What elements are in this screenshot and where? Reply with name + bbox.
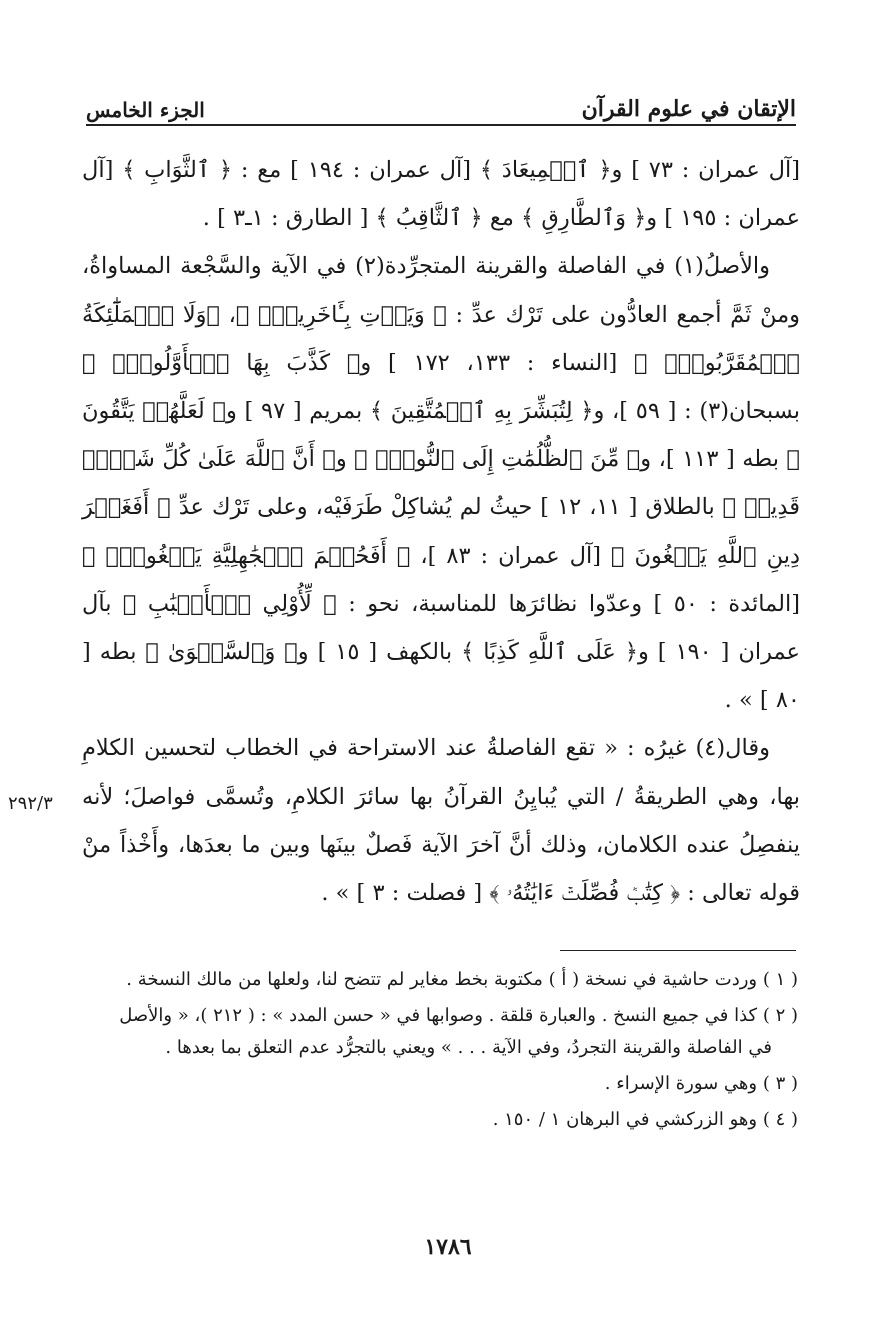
footnote-rule: [560, 950, 796, 951]
footnote-text: ( ٢ ) كذا في جميع النسخ . والعبارة قلقة . وصوابها في « حسن المدد » : ( ٢١٢ )، « والأصل: [119, 1005, 798, 1026]
running-header: [86, 82, 796, 122]
main-text: [82, 146, 800, 917]
margin-page-reference: ٢٩٢/٣: [8, 793, 53, 814]
footnote-1: [86, 964, 798, 996]
volume-label: الجزء الخامس: [86, 98, 205, 122]
paragraph-2: والأصلُ(١) في الفاصلة والقرينة المتجرِّدة(٢) في الآية والسَّجْعة المساواةُ، ومنْ ثَمَّ أجمع العادُّون على تَرْك عدِّ : ﴿ وَيَأۡتِ بِـَٔاخَرِينَۚ ﴾، ﴿وَلَا ٱلۡمَلَٰٓئِكَةُ ٱلۡمُقَرَّبُونَۚ ﴾ [النساء : ١٣٣، ١٧٢ ] و﴿ كَذَّبَ بِهَا ٱلۡأَوَّلُونَۚ ﴾ بسبحان(٣) : [ ٥٩ ]، و﴿ لِتُبَشِّرَ بِهِ ٱلۡمُتَّقِينَ ﴾ بمريم [ ٩٧ ] و﴿ لَعَلَّهُمۡ يَتَّقُونَ ﴾ بطه [ ١١٣ ]، و﴿ مِّنَ ٱلظُّلُمَٰتِ إِلَى ٱلنُّورِۚ ﴾ و﴿ أَنَّ ٱللَّهَ عَلَىٰ كُلِّ شَيۡءٖ قَدِيرٞ ﴾ بالطلاق [ ١١، ١٢ ] حيثُ لم يُشاكِلْ طَرَفَيْه، وعلى تَرْك عدِّ ﴿ أَفَغَيۡرَ دِينِ ٱللَّهِ يَبۡغُونَ ﴾ [آل عمران : ٨٣ ]، ﴿ أَفَحُكۡمَ ٱلۡجَٰهِلِيَّةِ يَبۡغُونَۚ ﴾ [المائدة : ٥٠ ] وعدّوا نظائرَها للمناسبة، نحو : ﴿ لِّأُوْلِي ٱلۡأَلۡبَٰبِ ﴾ بآل عمران [ ١٩٠ ] و﴿ عَلَى ٱللَّهِ كَذِبًا ﴾ بالكهف [ ١٥ ] و﴿ وَٱلسَّلۡوَىٰ ﴾ بطه [ ٨٠ ] » .: [82, 253, 801, 714]
footnote-4: [86, 1104, 798, 1136]
header-rule: [86, 124, 796, 126]
paragraph-1: [آل عمران : ٧٣ ] و﴿ ٱلۡمِيعَادَ ﴾ [آل عمران : ١٩٤ ] مع : ﴿ ٱلثَّوَابِ ﴾ [آل عمران : ١٩٥ ] و﴿ وَٱلطَّارِقِ ﴾ مع ﴿ ٱلثَّاقِبُ ﴾ [ الطارق : ١ـ٣ ] .: [82, 157, 800, 232]
book-title: الإتقان في علوم القرآن: [581, 96, 796, 122]
footnotes: [86, 964, 798, 1140]
footnote-3: [86, 1068, 798, 1100]
footnote-continuation: في الفاصلة والقرينة التجردُ، وفي الآية . . . » ويعني بالتجرُّد عدم التعلق بما بعدها .: [165, 1037, 772, 1058]
footnote-text: ( ١ ) وردت حاشية في نسخة ( أ ) مكتوبة بخط مغاير لم تتضح لنا، ولعلها من مالك النسخة .: [126, 969, 798, 990]
footnote-2: [86, 1000, 798, 1064]
footnote-text: ( ٣ ) وهي سورة الإسراء .: [604, 1073, 798, 1094]
paragraph-3: وقال(٤) غيرُه : « تقع الفاصلةُ عند الاستراحة في الخطاب لتحسين الكلامِ بها، وهي الطريقةُ / التي يُبايِنُ القرآنُ بها سائرَ الكلامِ، وتُسمَّى فواصلَ؛ لأنه ينفصِلُ عنده الكلامان، وذلك أنَّ آخرَ الآية فَصلٌ بينَها وبين ما بعدَها، وأَخْذاً منْ قوله تعالى : ﴿ كِتَٰبٞ فُصِّلَتۡ ءَايَٰتُهُۥ ﴾ [ فصلت : ٣ ] » .: [82, 735, 800, 907]
footnote-text: ( ٤ ) وهو الزركشي في البرهان ١ / ١٥٠ .: [492, 1109, 798, 1130]
page-number: ١٧٨٦: [424, 1234, 472, 1260]
